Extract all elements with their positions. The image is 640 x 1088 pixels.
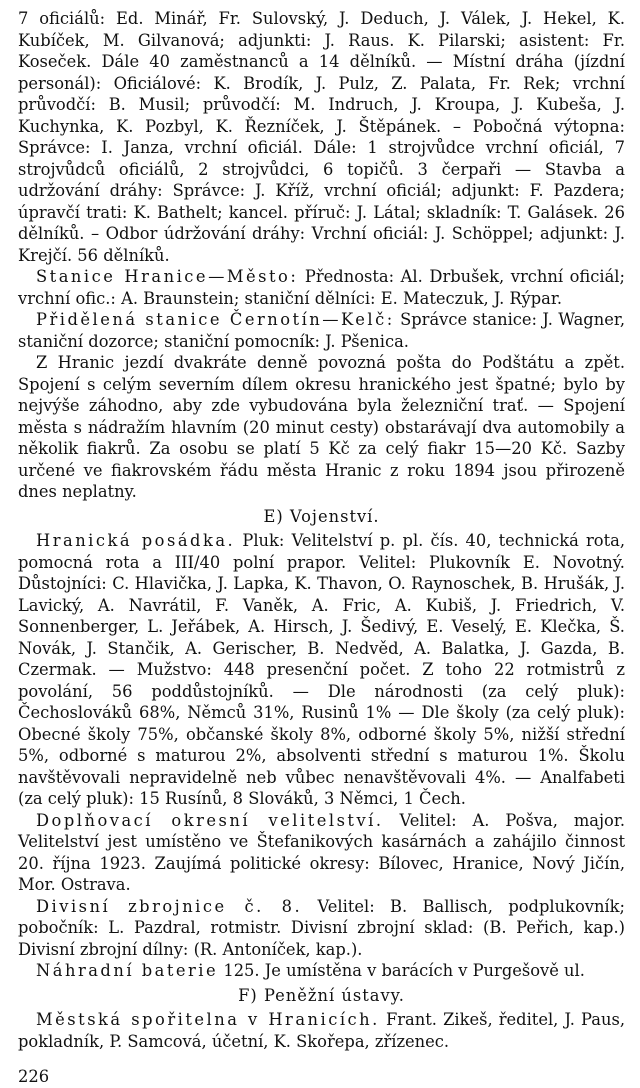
reserve-battery-text: 125. Je umístěna v barácích v Purgešově ul. <box>218 961 585 980</box>
assigned-station-paragraph <box>18 309 625 352</box>
reserve-battery-label: Náhradní baterie <box>36 961 219 980</box>
station-mesto-label: Stanice Hranice—Město: <box>36 267 299 286</box>
reserve-battery-paragraph <box>18 960 625 982</box>
district-command-text: Velitel: A. Pošva, major. Velitelství jest umístěno ve Štefanikových kasárnách a zahájilo činnost 20. října 1923. Zaujímá politické okresy: Bílovec, Hranice, Nový Jičín, Mor. Ostrava. <box>18 810 625 894</box>
savings-bank-paragraph <box>18 1009 625 1052</box>
railway-staff-paragraph: 7 oficiálů: Ed. Minář, Fr. Sulovský, J. Deduch, J. Válek, J. Hekel, K. Kubíček, M. Gilvanová; adjunkti: J. Raus. K. Pilarski; asistent: Fr. Koseček. Dále 40 zaměstnanců a 14 dělníků. — Místní dráha (jízdní personál): Oficiálové: K. Brodík, J. Pulz, Z. Palata, Fr. Rek; vrchní průvodčí: B. Musil; průvodčí: M. Indruch, J. Kroupa, J. Kubeša, J. Kuchynka, K. Pozbyl, K. Řezníček, J. Štěpánek. – Pobočná výtopna: Správce: I. Janza, vrchní oficiál. Dále: 1 strojvůdce vrchní oficiál, 7 strojvůdců oficiálů, 2 strojvůdci, 6 topičů. 3 čerpaři — Stavba a udržování dráhy: Správce: J. Kříž, vrchní oficiál; adjunkt: F. Pazdera; úpravčí trati: K. Bathelt; kancel. příruč: J. Látal; skladník: T. Galásek. 26 dělníků. – Odbor údržování dráhy: Vrchní oficiál: J. Schöppel; adjunkt: J. Krejčí. 56 dělníků. <box>18 9 625 265</box>
savings-bank-text: Frant. Zikeš, ředitel, J. Paus, pokladník, P. Samcová, účetní, K. Skořepa, zřízenec. <box>18 1010 625 1051</box>
garrison-label: Hranická posádka. <box>36 531 236 550</box>
garrison-text: Pluk: Velitelství p. pl. čís. 40, technická rota, pomocná rota a III/40 polní prapor. Velitel: Plukovník E. Novotný. Důstojníci: C. Hlavička, J. Lapka, K. Thavon, O. Raynoschek, B. Hrušák, J. Lavický, A. Navrátil, F. Vaněk, A. Fric, A. Kubiš, J. Friedrich, V. Sonnenberger, L. Jeřábek, A. Hirsch, J. Šedivý, E. Veselý, E. Klečka, Š. Novák, J. Stančik, A. Gerischer, B. Nedvěd, A. Balatka, J. Gazda, B. Czermak. — Mužstvo: 448 presenční počet. Z toho 22 rotmistrů z povolání, 56 poddůstojníků. — Dle národnosti (za celý pluk): Čechoslováků 68%, Němců 31%, Rusinů 1% — Dle školy (za celý pluk): Obecné školy 75%, občanské školy 8%, odborné školy 5%, nižší střední 5%, odborné s maturou 2%, absolventi střední s maturou 1%. Školu navštěvovali nepravidelně neb vůbec nenavštěvovali 4%. — Analfabeti (za celý pluk): 15 Rusínů, 8 Slováků, 3 Němci, 1 Čech. <box>18 531 625 808</box>
district-command-label: Doplňovací okresní velitelství. <box>36 810 384 830</box>
district-command-paragraph <box>18 810 625 896</box>
armory-paragraph <box>18 896 625 961</box>
page-number: 226 <box>18 1067 50 1086</box>
post-transport-paragraph: Z Hranic jezdí dvakráte denně povozná pošta do Podštátu a zpět. Spojení s celým severním dílem okresu hranického jest špatné; bylo by nejvýše záhodno, aby zde vybudována byla železniční trať. — Spojení města s nádražím hlavním (20 minut cesty) obstarávají dva automobily a několik fiakrů. Za osobu se platí 5 Kč za celý fiakr 15—20 Kč. Sazby určené ve fiakrovském řádu města Hranic z roku 1894 jsou přirozeně dnes neplatny. <box>18 353 625 501</box>
station-mesto-text: Přednosta: Al. Drbušek, vrchní oficiál; vrchní ofic.: A. Braunstein; staniční dělníci: E. Mateczuk, J. Rýpar. <box>18 267 625 308</box>
garrison-paragraph <box>18 530 625 810</box>
section-heading-military: E) Vojenství. <box>263 506 380 526</box>
savings-bank-label: Městská spořitelna v Hranicích. <box>36 1010 380 1029</box>
armory-label: Divisní zbrojnice č. 8. <box>36 896 303 916</box>
assigned-station-label: Přidělená stanice Černotín—Kelč: <box>36 310 395 329</box>
section-heading-finance: F) Peněžní ústavy. <box>238 985 405 1005</box>
assigned-station-text: Správce stanice: J. Wagner, staniční dozorce; staniční pomocník: J. Pšenica. <box>18 310 625 351</box>
armory-text: Velitel: B. Ballisch, podplukovník; pobočník: L. Pazdral, rotmistr. Divisní zbrojní sklad: (B. Peřich, kap.) Divisní zbrojní dílny: (R. Antoníček, kap.). <box>18 896 625 959</box>
station-mesto-paragraph <box>18 266 625 309</box>
